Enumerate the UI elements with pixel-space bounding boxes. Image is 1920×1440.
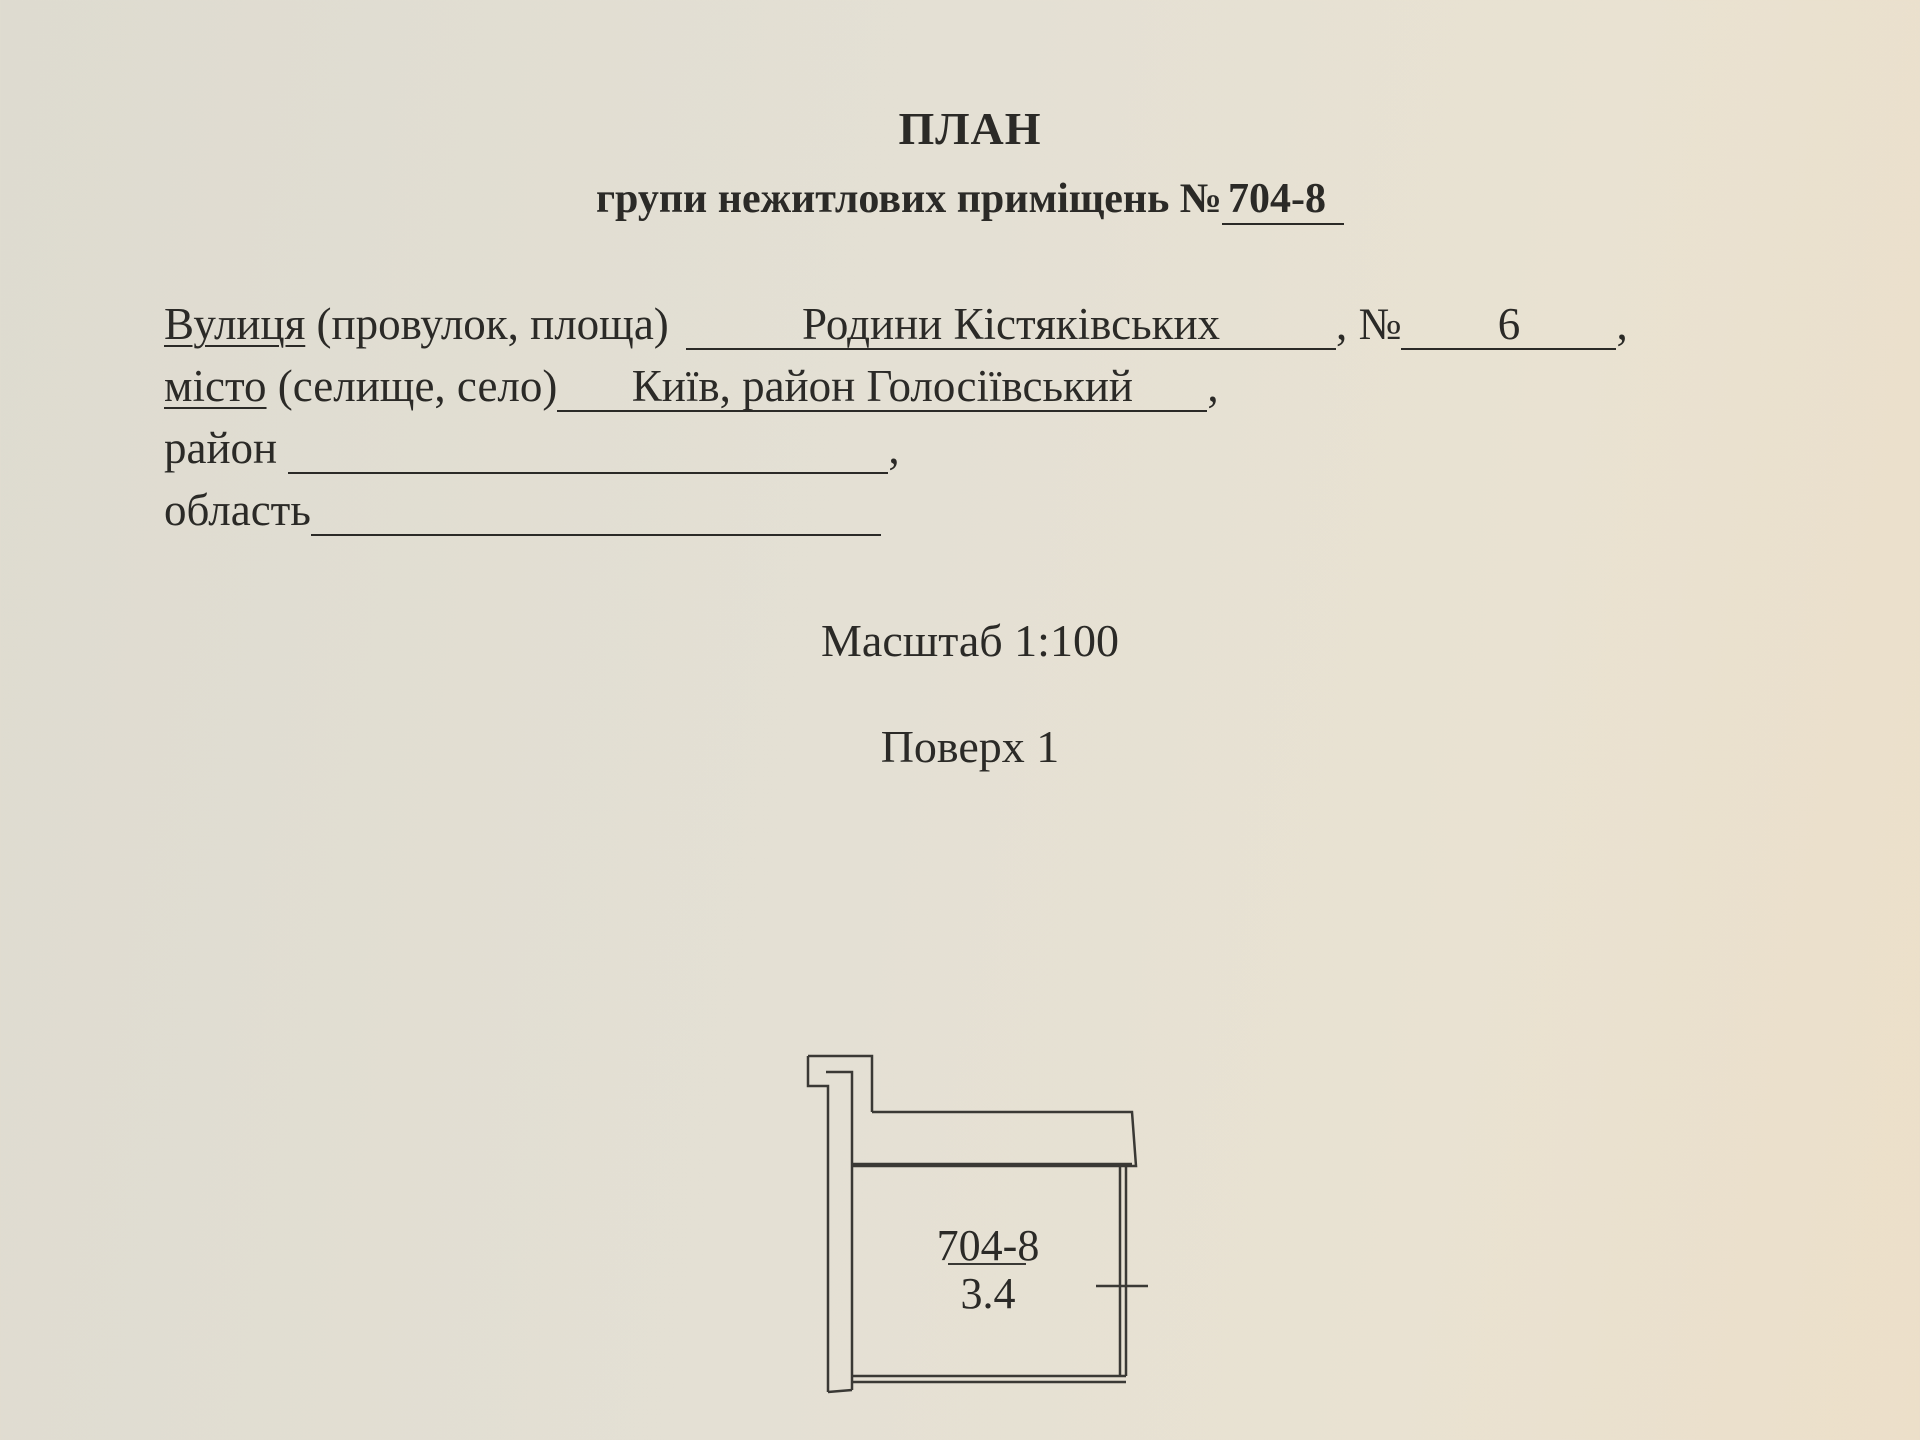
number-sign: , № bbox=[1336, 299, 1402, 349]
street-label-suffix: (провулок, площа) bbox=[316, 299, 669, 349]
plan-wall-top bbox=[852, 1112, 1136, 1166]
plan-wall-inner-left bbox=[826, 1072, 852, 1390]
plan-wall-corner bbox=[828, 1390, 852, 1392]
street-value: Родини Кістяківських bbox=[686, 301, 1336, 350]
document-title: ПЛАН bbox=[898, 103, 1042, 154]
plan-wall-nub bbox=[808, 1056, 872, 1112]
district-value bbox=[288, 428, 888, 474]
street-label: Вулиця bbox=[164, 299, 306, 349]
district-line: район , bbox=[164, 423, 900, 473]
subtitle-prefix: групи нежитлових приміщень № bbox=[595, 176, 1222, 222]
document-subtitle bbox=[0, 175, 1920, 225]
street-line: Вулиця (провулок, площа) Родини Кістяківських , № 6 , bbox=[164, 299, 1628, 349]
group-number: 704-8 bbox=[1222, 175, 1344, 225]
city-label: місто bbox=[164, 361, 267, 411]
floor-plan-drawing bbox=[790, 1040, 1170, 1420]
floor-label: Поверх 1 bbox=[880, 721, 1060, 772]
plan-room-id: 704-8 bbox=[936, 1221, 1040, 1270]
district-label: район bbox=[164, 423, 278, 473]
region-line bbox=[164, 484, 881, 536]
plan-wall-outer bbox=[808, 1056, 828, 1392]
house-number-value: 6 bbox=[1401, 301, 1616, 350]
city-line: місто (селище, село) Київ, район Голосіївський , bbox=[164, 361, 1219, 411]
city-label-suffix: (селище, село) bbox=[277, 361, 558, 411]
scale-label: Масштаб 1:100 bbox=[821, 615, 1119, 666]
plan-room-area: 3.4 bbox=[960, 1269, 1016, 1318]
city-value: Київ, район Голосіївський bbox=[557, 363, 1207, 412]
region-value bbox=[311, 490, 881, 536]
region-label: область bbox=[164, 485, 311, 535]
